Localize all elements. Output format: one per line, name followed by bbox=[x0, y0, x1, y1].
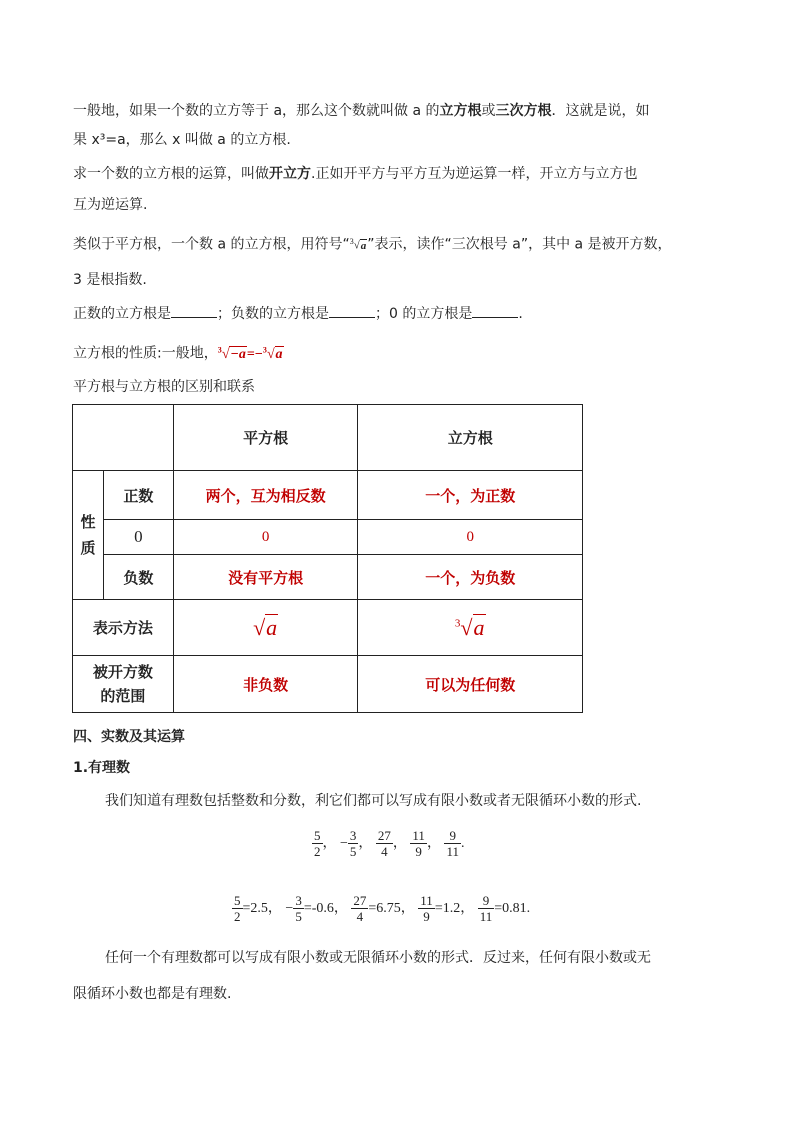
term-third-root: 三次方根 bbox=[495, 103, 552, 119]
eq-result: =1.2 bbox=[434, 900, 461, 916]
sub-title: 1.有理数 bbox=[73, 760, 131, 776]
para1-line2: 果 x³=a，那么 x 叫做 a 的立方根. bbox=[73, 132, 291, 148]
fraction-den: 2 bbox=[314, 844, 321, 859]
fraction-num: 9 bbox=[444, 828, 461, 844]
para2-line2: 互为逆运算. bbox=[73, 197, 148, 213]
row-label-positive: 正数 bbox=[103, 471, 173, 520]
eq-num: 11 bbox=[420, 893, 433, 908]
property-label: 立方根的性质:一般地， bbox=[73, 345, 218, 362]
header-square-root: 平方根 bbox=[173, 405, 358, 471]
eq-den: 5 bbox=[295, 909, 302, 924]
term-kai-lifang: 开立方 bbox=[269, 166, 311, 182]
equation-item: − $\frac{3}{5}$ =-0.6， bbox=[285, 893, 348, 924]
table-title: 平方根与立方根的区别和联系 bbox=[73, 379, 255, 395]
radicand-a: a bbox=[275, 346, 283, 362]
group-label-property bbox=[73, 471, 104, 600]
property-formula: $^3$√−a=−$^3$√a bbox=[217, 345, 283, 362]
cube-radicand: a bbox=[473, 614, 485, 640]
eq-num: 27 bbox=[353, 893, 367, 908]
eq-den: 2 bbox=[234, 909, 241, 924]
square-radicand: a bbox=[266, 614, 278, 640]
fill-text-b: ；负数的立方根是 bbox=[217, 306, 329, 322]
fraction-item: $\frac{5}{2}$ ， bbox=[314, 828, 337, 859]
cell-square-zero: 0 bbox=[173, 520, 358, 555]
table-corner bbox=[73, 405, 174, 471]
para3-text-b: ”表示，读作“三次根号 a”，其中 a 是被开方数， bbox=[367, 236, 672, 253]
equation-item: $\frac{11}{9}$ =1.2， bbox=[420, 893, 475, 924]
para3-line2: 3 是根指数. bbox=[73, 272, 147, 288]
root-index: 3 bbox=[217, 345, 222, 354]
cube-root-symbol: $^3$√a bbox=[349, 237, 367, 252]
fraction-item: $\frac{27}{4}$ ， bbox=[377, 828, 407, 859]
header-cube-root: 立方根 bbox=[358, 405, 583, 471]
equation-item: $\frac{5}{2}$ =2.5， bbox=[234, 893, 282, 924]
fill-line bbox=[73, 303, 523, 324]
fill-text-a: 正数的立方根是 bbox=[73, 306, 171, 322]
radicand-neg-a: −a bbox=[230, 346, 246, 362]
para4: 我们知道有理数包括整数和分数，利它们都可以写成有限小数或者无限循环小数的形式. bbox=[105, 793, 642, 809]
fraction-num: 3 bbox=[349, 828, 357, 843]
cell-cube-negative: 一个，为负数 bbox=[358, 555, 583, 600]
range-label-1: 被开方数 bbox=[92, 663, 153, 681]
eq-result: =-0.6 bbox=[303, 900, 334, 916]
eq-den: 11 bbox=[479, 909, 493, 924]
formula-eq: =− bbox=[246, 346, 263, 362]
equations-row bbox=[232, 893, 530, 924]
para1-or: 或 bbox=[481, 103, 496, 119]
row-label-representation: 表示方法 bbox=[73, 600, 174, 656]
para2-text-b: .正如开平方与平方互为逆运算一样，开立方与立方也 bbox=[311, 166, 638, 182]
blank-zero[interactable] bbox=[472, 303, 518, 318]
eq-result: =2.5 bbox=[242, 900, 268, 916]
property-line bbox=[73, 340, 284, 365]
fraction-den: 4 bbox=[381, 844, 388, 859]
section-title: 四、实数及其运算 bbox=[73, 729, 185, 745]
fill-text-c: ；0 的立方根是 bbox=[375, 306, 473, 322]
fraction-den: 11 bbox=[446, 844, 459, 859]
eq-sign: − bbox=[285, 900, 294, 916]
equation-item: $\frac{9}{11}$ =0.81. bbox=[479, 893, 531, 924]
fill-text-d: . bbox=[518, 306, 523, 322]
row-label-range bbox=[73, 656, 174, 713]
para5-line1: 任何一个有理数都可以写成有限小数或无限循环小数的形式．反过来，任何有限小数或无 bbox=[105, 950, 651, 966]
eq-den: 9 bbox=[423, 909, 430, 924]
blank-negative[interactable] bbox=[329, 303, 375, 318]
fraction-item: − $\frac{3}{5}$ ， bbox=[340, 828, 373, 859]
para1-line1 bbox=[73, 101, 650, 121]
para1-text-b: ．这就是说，如 bbox=[551, 103, 650, 119]
cell-square-repr: √a bbox=[173, 600, 358, 656]
group-label-text: 性质 bbox=[80, 513, 96, 557]
row-label-zero: 0 bbox=[103, 520, 173, 555]
eq-num: 5 bbox=[234, 893, 241, 908]
para2-text: 求一个数的立方根的运算，叫做 bbox=[73, 166, 269, 182]
fractions-row bbox=[312, 828, 464, 859]
fraction-item: $\frac{11}{9}$ ， bbox=[412, 828, 441, 859]
fraction-num: 5 bbox=[314, 828, 321, 843]
term-cube-root: 立方根 bbox=[439, 103, 482, 119]
cell-square-negative: 没有平方根 bbox=[173, 555, 358, 600]
fraction-num: 27 bbox=[377, 828, 391, 843]
blank-positive[interactable] bbox=[171, 303, 217, 318]
fraction-item: $\frac{9}{11}$ . bbox=[446, 828, 465, 859]
para2-line1 bbox=[73, 164, 637, 184]
comparison-table bbox=[72, 404, 583, 713]
eq-den: 4 bbox=[356, 909, 364, 924]
cell-cube-positive: 一个，为正数 bbox=[358, 471, 583, 520]
para5-line2: 限循环小数也都是有理数. bbox=[73, 986, 232, 1002]
eq-num: 9 bbox=[478, 893, 495, 909]
cell-cube-range: 可以为任何数 bbox=[358, 656, 583, 713]
cube-index: 3 bbox=[454, 617, 461, 630]
cell-square-range: 非负数 bbox=[173, 656, 358, 713]
fraction-sign: − bbox=[340, 835, 348, 851]
para1-text: 一般地，如果一个数的立方等于 a，那么这个数就叫做 a 的 bbox=[73, 103, 440, 119]
fraction-den: 9 bbox=[415, 844, 422, 859]
para3-text: 类似于平方根，一个数 a 的立方根，用符号“ bbox=[73, 236, 350, 253]
cell-cube-repr: $^3$√a bbox=[358, 600, 583, 656]
range-label-2: 的范围 bbox=[100, 687, 146, 705]
fraction-den: 5 bbox=[349, 844, 357, 859]
eq-num: 3 bbox=[295, 893, 302, 908]
equation-item: $\frac{27}{4}$ =6.75， bbox=[353, 893, 415, 924]
para3-line1 bbox=[73, 232, 672, 256]
cell-square-positive: 两个，互为相反数 bbox=[173, 471, 358, 520]
eq-result: =6.75 bbox=[368, 900, 401, 916]
fraction-num: 11 bbox=[412, 828, 425, 843]
row-label-negative: 负数 bbox=[103, 555, 173, 600]
eq-result: =0.81 bbox=[494, 900, 527, 916]
cell-cube-zero: 0 bbox=[358, 520, 583, 555]
